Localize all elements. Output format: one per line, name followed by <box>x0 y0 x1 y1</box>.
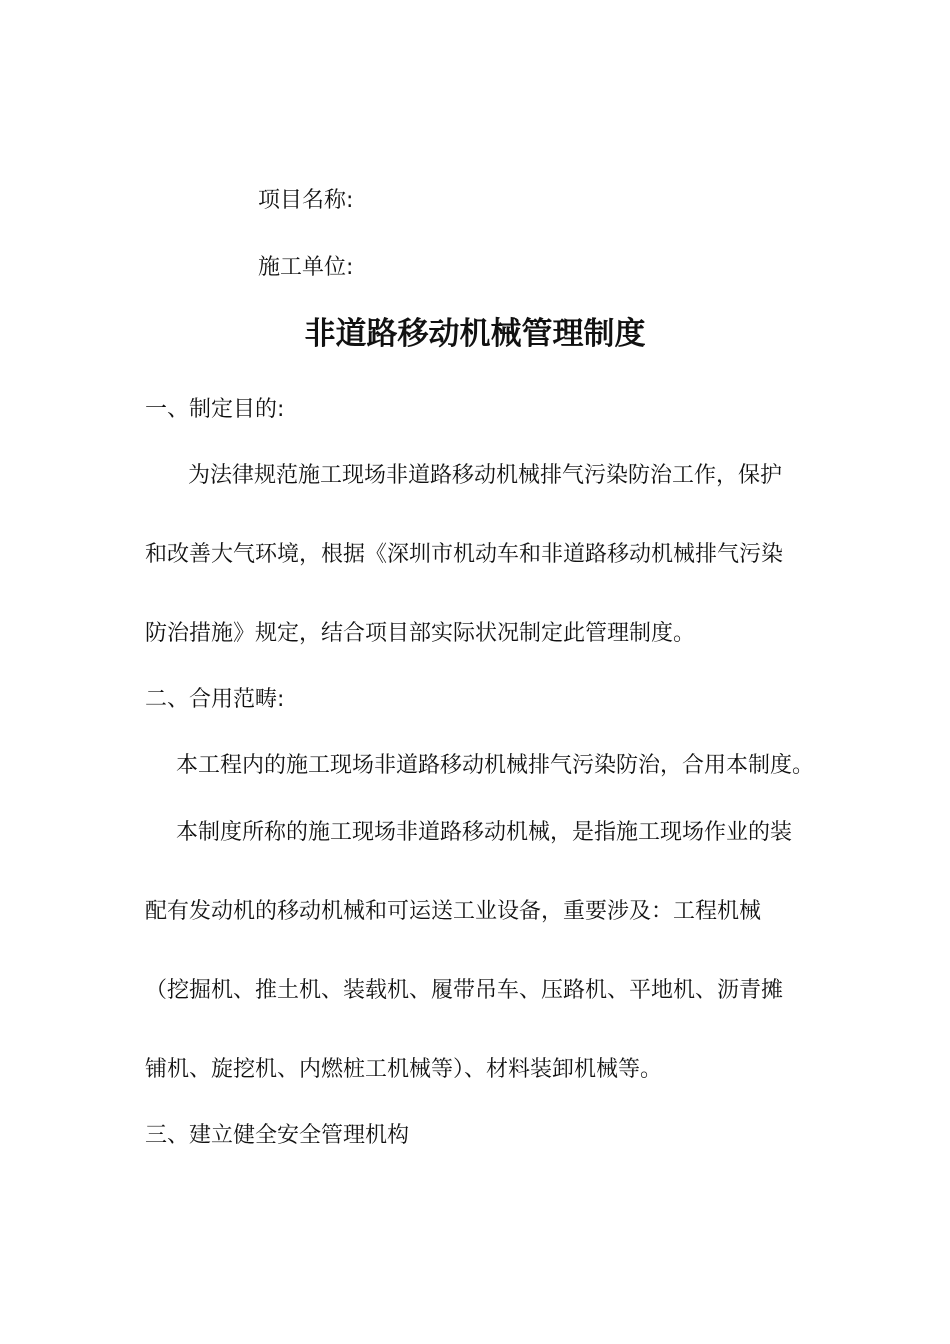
paragraph-line: （挖掘机、推土机、装载机、履带吊车、压路机、平地机、沥青摊 <box>145 978 784 1003</box>
section-heading-scope: 二、合用范畴: <box>145 687 285 712</box>
document-title: 非道路移动机械管理制度 <box>304 316 646 352</box>
paragraph-line: 本制度所称的施工现场非道路移动机械，是指施工现场作业的装 <box>176 820 793 845</box>
paragraph-line: 铺机、旋挖机、内燃桩工机械等）、材料装卸机械等。 <box>145 1057 663 1082</box>
section-heading-organization: 三、建立健全安全管理机构 <box>145 1123 410 1148</box>
paragraph-line: 和改善大气环境，根据《深圳市机动车和非道路移动机械排气污染 <box>145 542 784 567</box>
paragraph-line: 配有发动机的移动机械和可运送工业设备，重要涉及：工程机械 <box>145 899 762 924</box>
paragraph-line: 本工程内的施工现场非道路移动机械排气污染防治，合用本制度。 <box>176 753 815 778</box>
paragraph-line: 防治措施》规定，结合项目部实际状况制定此管理制度。 <box>145 621 696 646</box>
construction-unit-label: 施工单位: <box>258 255 354 280</box>
project-name-label: 项目名称: <box>258 188 354 213</box>
section-heading-purpose: 一、制定目的: <box>145 397 285 422</box>
paragraph-line: 为法律规范施工现场非道路移动机械排气污染防治工作，保护 <box>188 463 783 488</box>
